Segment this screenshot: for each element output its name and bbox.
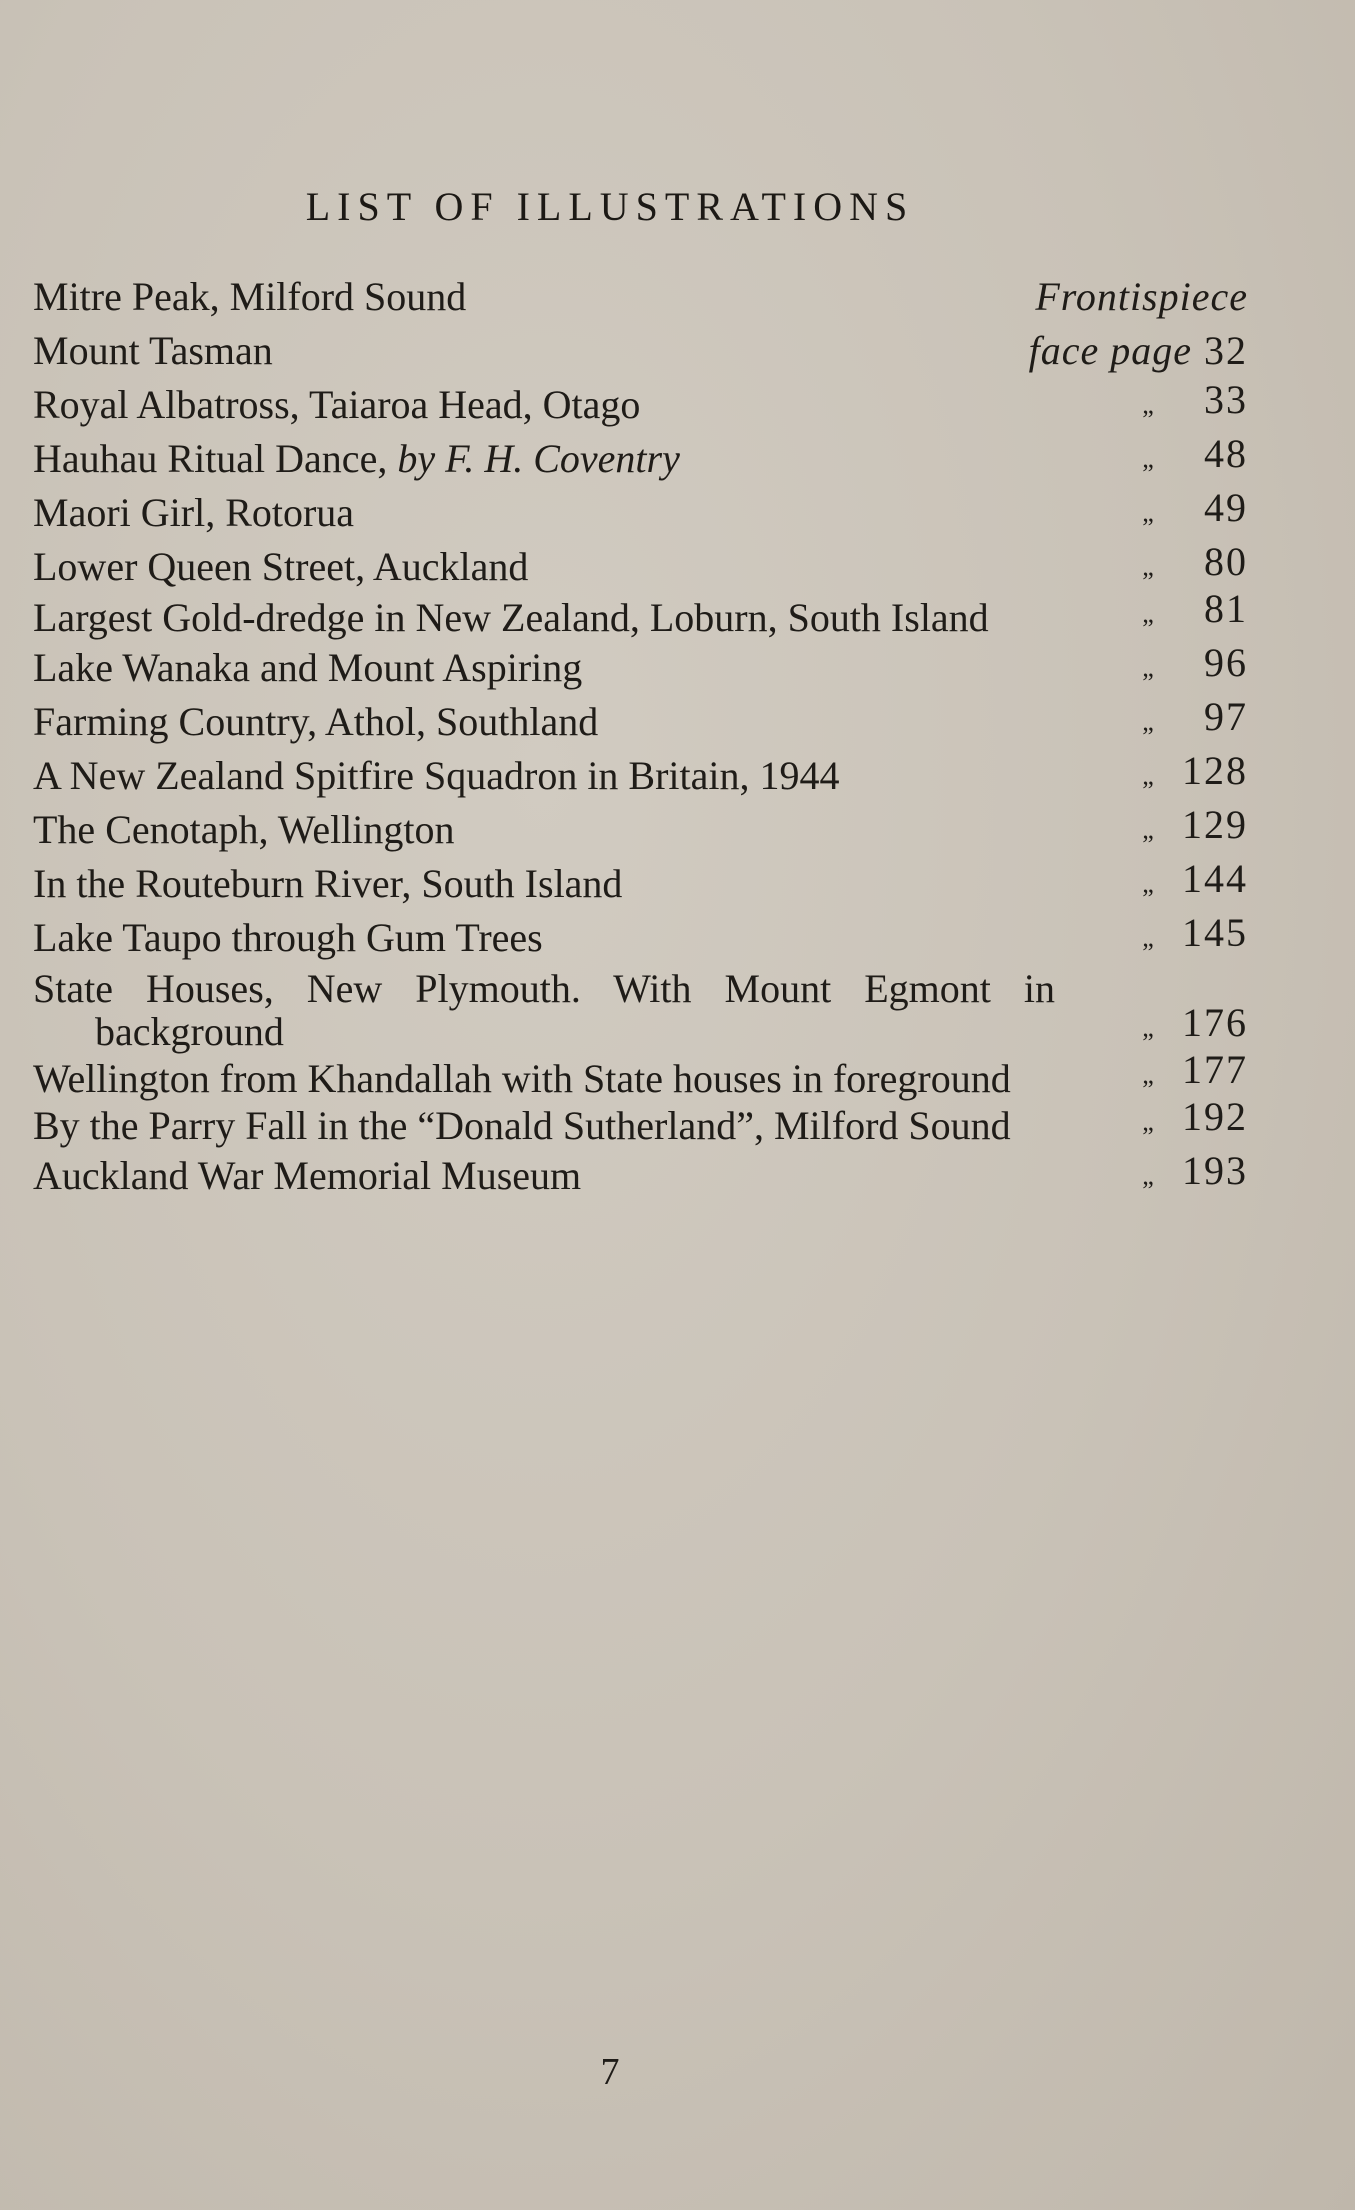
illustration-title: Royal Albatross, Taiaroa Head, Otago	[33, 382, 641, 427]
ditto-mark: „	[1142, 707, 1154, 736]
page-number-ref: 81	[1204, 586, 1248, 631]
illustration-title: Auckland War Memorial Museum	[33, 1153, 582, 1198]
illustration-title: The Cenotaph, Wellington	[33, 807, 455, 852]
ditto-mark: „	[1142, 761, 1154, 790]
list-item	[33, 539, 1248, 592]
illustration-title	[33, 434, 1055, 484]
list-item	[33, 586, 1248, 640]
page-number-ref: 145	[1182, 910, 1248, 955]
illustration-title: Lake Taupo through Gum Trees	[33, 915, 543, 960]
list-item	[33, 1148, 1248, 1201]
list-item	[33, 910, 1248, 963]
list-item	[33, 694, 1248, 747]
list-item	[33, 326, 1248, 376]
frontispiece-label: Frontispiece	[1035, 274, 1248, 319]
ditto-mark: „	[1142, 390, 1154, 419]
list-item	[33, 748, 1248, 801]
illustrations-list	[33, 272, 1248, 1205]
page-number-ref: 144	[1182, 856, 1248, 901]
page-title: LIST OF ILLUSTRATIONS	[305, 184, 915, 229]
ditto-mark: „	[1142, 1161, 1154, 1190]
page-reference	[1118, 692, 1248, 747]
ditto-mark: „	[1142, 869, 1154, 898]
ditto-mark: „	[1142, 923, 1154, 952]
list-item	[33, 856, 1248, 909]
illustration-title: Mitre Peak, Milford Sound	[33, 274, 467, 319]
list-item	[33, 967, 1248, 1053]
page-reference	[1118, 800, 1248, 855]
page-reference	[1118, 908, 1248, 963]
illustration-title-roman: Hauhau Ritual Dance,	[33, 436, 398, 481]
illustration-title: Maori Girl, Rotorua	[33, 490, 355, 535]
page-number: 7	[600, 2051, 620, 2093]
page-reference	[1035, 272, 1248, 322]
illustration-title: Lower Queen Street, Auckland	[33, 544, 529, 589]
page-number-ref: 97	[1204, 694, 1248, 739]
ditto-mark: „	[1142, 1107, 1154, 1136]
page-number-ref: 49	[1204, 485, 1248, 530]
ditto-mark: „	[1142, 552, 1154, 581]
list-item	[33, 1047, 1248, 1101]
page-reference	[1118, 746, 1248, 801]
list-item	[33, 802, 1248, 855]
illustration-title: In the Routeburn River, South Island	[33, 861, 623, 906]
list-item	[33, 377, 1248, 430]
ditto-mark: „	[1142, 498, 1154, 527]
face-page-label: face page	[1028, 328, 1192, 373]
page-number-ref: 176	[1182, 1000, 1248, 1045]
illustration-title: Largest Gold-dredge in New Zealand, Loburn, South Island	[33, 595, 989, 640]
page-number-ref: 96	[1204, 640, 1248, 685]
page-number-ref: 33	[1204, 377, 1248, 422]
list-item	[33, 431, 1248, 484]
illustration-artist: by F. H. Coventry	[397, 436, 680, 481]
ditto-mark: „	[1142, 815, 1154, 844]
page-reference	[1118, 429, 1248, 484]
illustration-title: Farming Country, Athol, Southland	[33, 699, 599, 744]
illustration-title: Lake Wanaka and Mount Aspiring	[33, 645, 583, 690]
illustration-title: Mount Tasman	[33, 328, 273, 373]
page-number-ref: 32	[1204, 328, 1248, 373]
page-reference	[1118, 375, 1248, 430]
ditto-mark: „	[1142, 599, 1154, 628]
page-number-ref: 48	[1204, 431, 1248, 476]
page-number-ref: 129	[1182, 802, 1248, 847]
page-number-ref: 128	[1182, 748, 1248, 793]
list-item	[33, 485, 1248, 538]
page-reference	[1029, 326, 1248, 376]
page-number-ref: 192	[1182, 1094, 1248, 1139]
page-reference	[1118, 854, 1248, 909]
illustration-title: State Houses, New Plymouth. With Mount Egmont in background	[33, 966, 1055, 1054]
page-reference	[1118, 1092, 1248, 1147]
page-number-ref: 80	[1204, 539, 1248, 584]
illustration-title: By the Parry Fall in the “Donald Sutherland”, Milford Sound	[33, 1103, 1011, 1148]
illustration-title: A New Zealand Spitfire Squadron in Britain, 1944	[33, 753, 840, 798]
list-item	[33, 272, 1248, 322]
page-reference	[1118, 638, 1248, 693]
ditto-mark: „	[1142, 1060, 1154, 1089]
page-reference	[1118, 1146, 1248, 1201]
page-number-ref: 177	[1182, 1047, 1248, 1092]
page-reference	[1118, 584, 1248, 639]
illustration-title: Wellington from Khandallah with State houses in foreground	[33, 1056, 1011, 1101]
ditto-mark: „	[1142, 444, 1154, 473]
ditto-mark: „	[1142, 1013, 1154, 1042]
page-number-ref: 193	[1182, 1148, 1248, 1193]
ditto-mark: „	[1142, 653, 1154, 682]
list-item	[33, 1094, 1248, 1148]
page-reference	[1118, 483, 1248, 538]
list-item	[33, 640, 1248, 693]
